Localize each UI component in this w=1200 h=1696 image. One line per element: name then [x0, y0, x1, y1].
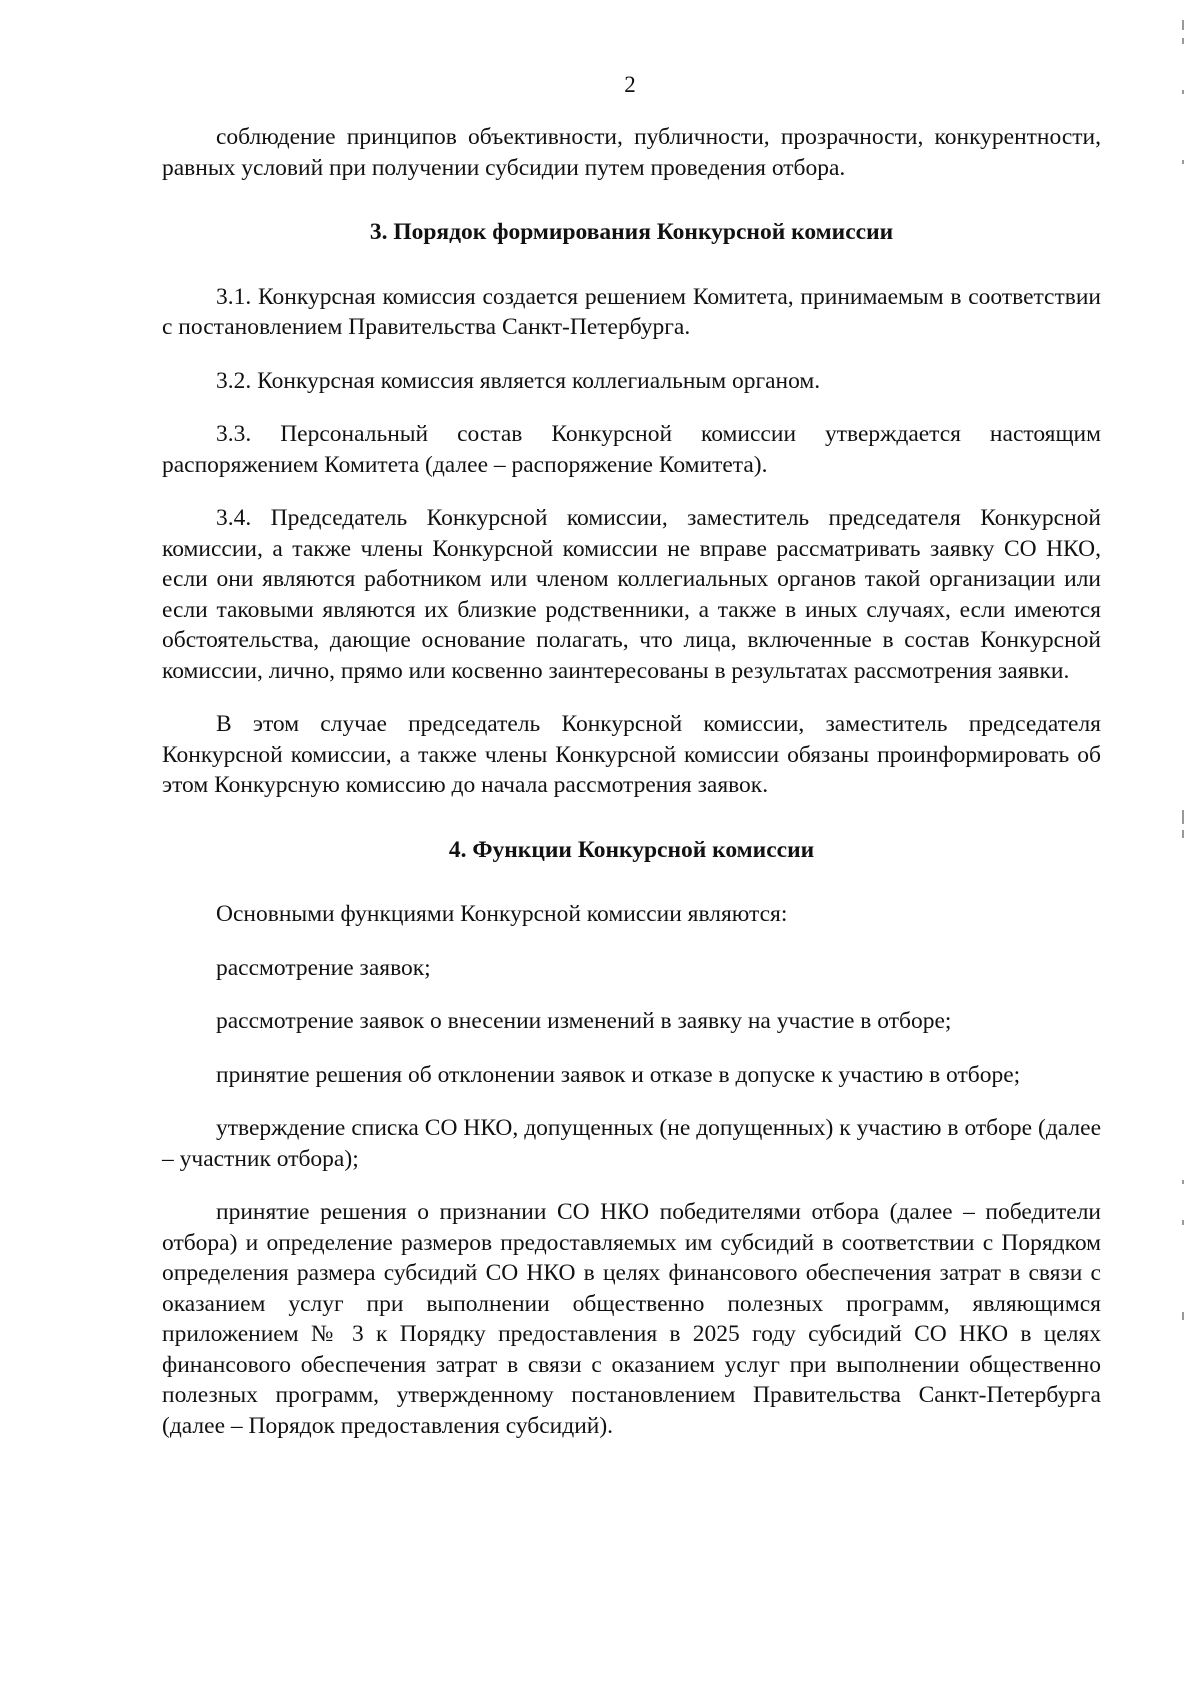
list-item-review-amendments: рассмотрение заявок о внесении изменений в заявку на участие в отборе; [216, 1008, 952, 1034]
scan-edge-marks [1180, 0, 1186, 1696]
document-body [162, 122, 1101, 1441]
section-heading-4: 4. Функции Конкурсной комиссии [448, 836, 815, 863]
paragraph-functions-intro: Основными функциями Конкурсной комиссии являются: [216, 901, 788, 927]
list-item-determine-winners: принятие решения о признании СО НКО победителями отбора (далее – победители отбора) и определение размеров предоставляемых им субсидий в соответствии с Порядком определения размера субсидий СО НКО в целях финансового обеспечения затрат в связи с оказанием услуг при выполнении общественно полезных программ, являющимся приложением № 3 к Порядку предоставления в 2025 году субсидий СО НКО в целях финансового обеспечения затрат в связи с оказанием услуг при выполнении общественно полезных программ, утвержденному постановлением Правительства Санкт-Петербурга (далее – Порядок предоставления субсидий). [162, 1199, 1101, 1439]
section-heading-3: 3. Порядок формирования Конкурсной комиссии [369, 219, 894, 245]
list-item-review-applications: рассмотрение заявок; [216, 954, 431, 981]
paragraph-3-1: 3.1. Конкурсная комиссия создается решением Комитета, принимаемым в соответствии с постановлением Правительства Санкт-Петербурга. [162, 283, 1101, 340]
paragraph-3-2: 3.2. Конкурсная комиссия является коллегиальным органом. [216, 367, 821, 394]
list-item-approve-participants: утверждение списка СО НКО, допущенных (не допущенных) к участию в отборе (далее – участник отбора); [162, 1115, 1101, 1172]
list-item-reject-applications: принятие решения об отклонении заявок и отказе в допуске к участию в отборе; [216, 1061, 1021, 1088]
page-number: 2 [624, 72, 636, 97]
paragraph-principles: соблюдение принципов объективности, публичности, прозрачности, конкурентности, равных условий при получении субсидии путем проведения отбора. [162, 124, 1101, 181]
paragraph-3-4: 3.4. Председатель Конкурсной комиссии, заместитель председателя Конкурсной комиссии, а также члены Конкурсной комиссии не вправе рассматривать заявку СО НКО, если они являются работником или членом коллегиальных органов такой организации или если таковыми являются их близкие родственники, а также в иных случаях, если имеются обстоятельства, дающие основание полагать, что лица, включенные в состав Конкурсной комиссии, лично, прямо или косвенно заинтересованы в результатах рассмотрения заявки. [162, 505, 1101, 684]
paragraph-3-3: 3.3. Персональный состав Конкурсной комиссии утверждается настоящим распоряжением Комитета (далее – распоряжение Комитета). [162, 421, 1101, 478]
paragraph-conflict-disclosure: В этом случае председатель Конкурсной комиссии, заместитель председателя Конкурсной комиссии, а также члены Конкурсной комиссии обязаны проинформировать об этом Конкурсную комиссию до начала рассмотрения заявок. [162, 711, 1101, 798]
